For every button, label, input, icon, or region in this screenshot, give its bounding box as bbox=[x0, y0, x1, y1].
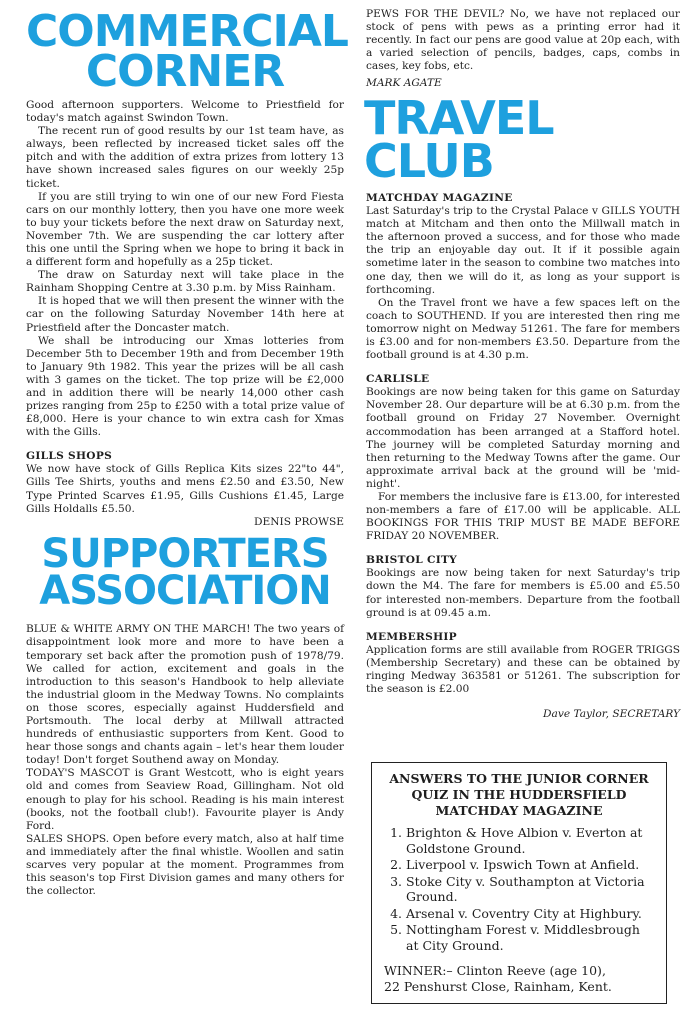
pews-para: PEWS FOR THE DEVIL? No, we have not replaced our stock of pens with pews as a printing error had it recently. In fact our pens are good value at 20p each, with a varied selection of pencils, badges, caps, combs in cases, key fobs, etc. bbox=[366, 8, 680, 73]
matchday-para: On the Travel front we have a few spaces left on the coach to SOUTHEND. If you are interested then ring me tomorrow night on Medway 51261. The fare for members is £3.00 and for non-members £3.50. Departure from the football ground is at 4.30 p.m. bbox=[366, 296, 680, 362]
matchday-para: Last Saturday's trip to the Crystal Palace v GILLS YOUTH match at Mitcham and then onto the Millwall match in the afternoon proved a success, and for those who made the trip an enjoyable day out. It if it possible again sometime later in the season to combine two matches into one day, then we will do it, as long as your support is forthcoming. bbox=[366, 205, 680, 296]
commercial-para: The draw on Saturday next will take place in the Rainham Shopping Centre at 3.30 p.m. by Miss Rainham. bbox=[26, 269, 344, 295]
blue-white-army-para: BLUE & WHITE ARMY ON THE MARCH! The two years of disappointment look more and more to have been a temporary set back after the promotion push of 1978/79. We called for action, excitement and goals in the introduction to this season's Handbook to help alleviate the industrial gloom in the Medway Towns. No complaints on those scores, especially against Huddersfield and Portsmouth. The local derby at Millwall attracted hundreds of enthusiastic supporters from Kent. Good to hear those songs and chants again – let's hear them louder today! Don't forget Southend away on Monday. bbox=[26, 623, 344, 767]
quiz-answers-box bbox=[371, 762, 667, 1004]
left-column bbox=[26, 0, 348, 898]
bristol-city-para: Bookings are now being taken for next Saturday's trip down the M4. The fare for members is £5.00 and £5.50 for interested non-members. Departure from the football ground is at 09.45 a.m. bbox=[366, 567, 680, 619]
winner-line1: WINNER:– Clinton Reeve (age 10), bbox=[384, 963, 606, 978]
supporters-association-heading bbox=[26, 530, 344, 614]
commercial-para: We shall be introducing our Xmas lotteries from December 5th to December 19th and from December 19th to January 9th 1982. This year the prizes will be all cash with 3 games on the ticket. The top prize will be £2,000 and in addition there will be nearly 14,000 other cash prizes ranging from 25p to £250 with a total prize value of £8,000. Here is your chance to win extra cash for Xmas with the Gills. bbox=[26, 334, 344, 439]
commercial-para: If you are still trying to win one of our new Ford Fiesta cars on our monthly lottery, then you have one more week to buy your tickets before the next draw on Saturday next, November 7th. We are suspending the car lottery after this one until the Spring when we hope to bring it back in a different form and hopefully as a 25p ticket. bbox=[26, 190, 344, 269]
commercial-para: It is hoped that we will then present the winner with the car on the following Saturday November 14th here at Priestfield after the Doncaster match. bbox=[26, 295, 344, 334]
todays-mascot-para: TODAY'S MASCOT is Grant Westcott, who is eight years old and comes from Seaview Road, Gillingham. Not old enough to play for his school. Reading is his main interest (books, not the football club!). Favourite player is Andy Ford. bbox=[26, 767, 344, 832]
commercial-corner-heading bbox=[26, 0, 348, 98]
quiz-answer-item: 3. Stoke City v. Southampton at Victoria Ground. bbox=[406, 874, 654, 905]
mark-agate-signature: MARK AGATE bbox=[366, 77, 442, 90]
quiz-answer-item: 1. Brighton & Hove Albion v. Everton at Goldstone Ground. bbox=[406, 825, 654, 856]
matchday-magazine-heading: MATCHDAY MAGAZINE bbox=[366, 192, 513, 205]
commercial-title-line1: COMMERCIAL bbox=[26, 6, 348, 57]
quiz-answer-item: 4. Arsenal v. Coventry City at Highbury. bbox=[406, 906, 654, 922]
quiz-answer-item: 5. Nottingham Forest v. Middlesbrough at City Ground. bbox=[406, 922, 654, 953]
bristol-city-heading: BRISTOL CITY bbox=[366, 554, 458, 567]
carlisle-para: Bookings are now being taken for this game on Saturday November 28. Our departure will be at 6.30 p.m. from the football ground on Friday 27 November. Overnight accommodation has been arranged at a Stafford hotel. The journey will be completed Saturday morning and then returning to the Medway Towns after the game. Our approximate arrival back at the ground will be 'mid-night'. bbox=[366, 386, 680, 490]
membership-heading: MEMBERSHIP bbox=[366, 630, 457, 643]
membership-para: Application forms are still available from ROGER TRIGGS (Membership Secretary) and these can be obtained by ringing Medway 363581 or 51261. The subscription for the season is £2.00 bbox=[366, 643, 680, 695]
quiz-winner bbox=[384, 963, 654, 994]
right-column bbox=[366, 8, 680, 720]
quiz-answers-title: ANSWERS TO THE JUNIOR CORNER QUIZ IN THE HUDDERSFIELD MATCHDAY MAGAZINE bbox=[389, 771, 649, 818]
supporters-body bbox=[26, 623, 344, 898]
gills-shops-text: We now have stock of Gills Replica Kits sizes 22"to 44", Gills Tee Shirts, youths and mens £2.50 and £3.50, New Type Printed Scarves £1.95, Gills Cushions £1.45, Large Gills Holdalls £5.50. bbox=[26, 463, 344, 515]
supporters-title-line1: SUPPORTERS bbox=[41, 530, 329, 577]
travel-club-heading: TRAVEL CLUB bbox=[364, 91, 554, 188]
carlisle-para: For members the inclusive fare is £13.00, for interested non-members a fare of £17.00 will be applicable. ALL BOOKINGS FOR THIS TRIP MUST BE MADE BEFORE FRIDAY 20 NOVEMBER. bbox=[366, 490, 680, 543]
dave-taylor-signature: Dave Taylor, SECRETARY bbox=[543, 708, 680, 721]
commercial-para: The recent run of good results by our 1st team have, as always, been reflected by increased ticket sales off the pitch and with the addition of extra prizes from lottery 13 have shown increased sales figures on our weekly 25p ticket. bbox=[26, 125, 344, 190]
quiz-answer-item: 2. Liverpool v. Ipswich Town at Anfield. bbox=[406, 857, 654, 873]
sales-shops-para: SALES SHOPS. Open before every match, also at half time and immediately after the final whistle. Woollen and satin scarves very popular at the moment. Programmes from this season's top First Division games and many others for the collector. bbox=[26, 832, 344, 898]
quiz-answers-list bbox=[384, 825, 654, 953]
commercial-title-line2: CORNER bbox=[85, 46, 285, 98]
gills-shops-heading: GILLS SHOPS bbox=[26, 450, 113, 463]
denis-prowse-signature: DENIS PROWSE bbox=[254, 515, 344, 528]
commercial-body bbox=[26, 99, 344, 439]
carlisle-heading: CARLISLE bbox=[366, 373, 430, 386]
supporters-title-line2: ASSOCIATION bbox=[39, 567, 331, 614]
winner-line2: 22 Penshurst Close, Rainham, Kent. bbox=[384, 978, 612, 994]
commercial-para: Good afternoon supporters. Welcome to Priestfield for today's match against Swindon Town. bbox=[26, 98, 344, 125]
